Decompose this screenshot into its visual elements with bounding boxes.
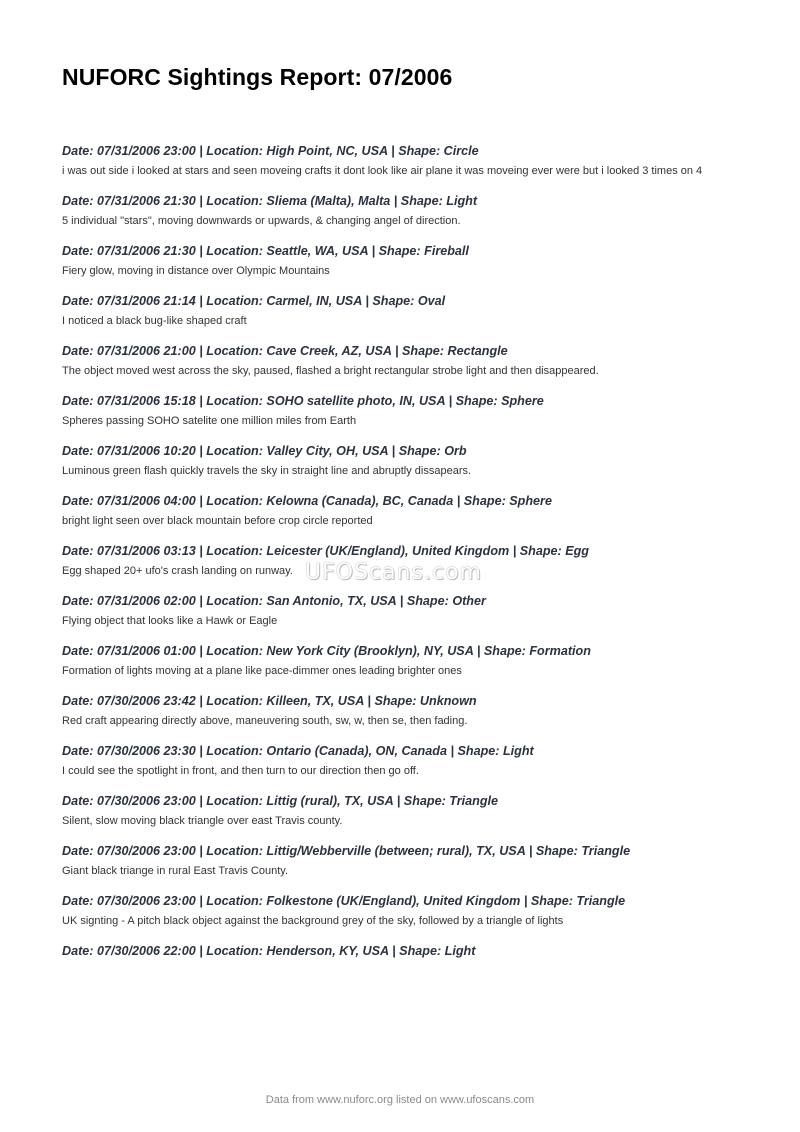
sighting-entry	[62, 342, 747, 379]
sighting-entry	[62, 192, 747, 229]
sighting-header: Date: 07/31/2006 21:30 | Location: Seattle, WA, USA | Shape: Fireball	[62, 244, 469, 258]
sighting-header: Date: 07/31/2006 03:13 | Location: Leicester (UK/England), United Kingdom | Shape: Egg	[62, 544, 590, 558]
sighting-entry	[62, 242, 747, 279]
sighting-description: Silent, slow moving black triangle over east Travis county.	[62, 815, 343, 827]
watermark: UFOScans.com	[305, 560, 482, 585]
sighting-header: Date: 07/30/2006 22:00 | Location: Henderson, KY, USA | Shape: Light	[62, 944, 476, 958]
sighting-entry	[62, 592, 747, 629]
sighting-entry	[62, 392, 747, 429]
sighting-header: Date: 07/31/2006 21:00 | Location: Cave Creek, AZ, USA | Shape: Rectangle	[62, 344, 508, 358]
sighting-entry	[62, 942, 747, 961]
sighting-description: Red craft appearing directly above, maneuvering south, sw, w, then se, then fading.	[62, 715, 468, 727]
sighting-description: UK signting - A pitch black object against the background grey of the sky, followed by a triangle of lights	[62, 915, 564, 927]
sighting-description: Spheres passing SOHO satelite one million miles from Earth	[62, 415, 357, 427]
sighting-header: Date: 07/31/2006 02:00 | Location: San Antonio, TX, USA | Shape: Other	[62, 594, 486, 608]
sighting-header: Date: 07/30/2006 23:42 | Location: Killeen, TX, USA | Shape: Unknown	[62, 694, 477, 708]
page-footer: Data from www.nuforc.org listed on www.ufoscans.com	[265, 1094, 535, 1106]
sighting-entry	[62, 742, 747, 779]
sighting-description: Egg shaped 20+ ufo's crash landing on runway.	[62, 565, 293, 577]
sighting-header: Date: 07/31/2006 21:30 | Location: Sliema (Malta), Malta | Shape: Light	[62, 194, 478, 208]
sighting-header: Date: 07/30/2006 23:00 | Location: Folkestone (UK/England), United Kingdom | Shape: Triangle	[62, 894, 626, 908]
sighting-description: Formation of lights moving at a plane like pace-dimmer ones leading brighter ones	[62, 665, 462, 677]
sighting-header: Date: 07/30/2006 23:00 | Location: Littig/Webberville (between; rural), TX, USA | Shape: Triangle	[62, 844, 631, 858]
sighting-entry	[62, 692, 747, 729]
sighting-header: Date: 07/31/2006 21:14 | Location: Carmel, IN, USA | Shape: Oval	[62, 294, 446, 308]
sighting-header: Date: 07/31/2006 10:20 | Location: Valley City, OH, USA | Shape: Orb	[62, 444, 467, 458]
sighting-header: Date: 07/31/2006 01:00 | Location: New York City (Brooklyn), NY, USA | Shape: Formation	[62, 644, 591, 658]
sighting-description: The object moved west across the sky, paused, flashed a bright rectangular strobe light and then disappeared.	[62, 365, 599, 377]
sighting-entry	[62, 842, 747, 879]
sighting-description: Fiery glow, moving in distance over Olympic Mountains	[62, 265, 330, 277]
sighting-description: Giant black triange in rural East Travis County.	[62, 865, 289, 877]
sighting-description: Luminous green flash quickly travels the sky in straight line and abruptly dissapears.	[62, 465, 472, 477]
sighting-entry	[62, 642, 747, 679]
sighting-description: Flying object that looks like a Hawk or Eagle	[62, 615, 278, 627]
sighting-header: Date: 07/30/2006 23:00 | Location: Littig (rural), TX, USA | Shape: Triangle	[62, 794, 499, 808]
sighting-header: Date: 07/31/2006 23:00 | Location: High Point, NC, USA | Shape: Circle	[62, 144, 479, 158]
sighting-entry	[62, 442, 747, 479]
sighting-description: i was out side i looked at stars and seen moveing crafts it dont look like air plane it was moveing ever were but i looked 3 times on 4	[62, 165, 703, 177]
sighting-entry	[62, 892, 747, 929]
sighting-entry	[62, 792, 747, 829]
sighting-description: 5 individual "stars", moving downwards or upwards, & changing angel of direction.	[62, 215, 461, 227]
sightings-list	[62, 142, 747, 974]
sighting-header: Date: 07/30/2006 23:30 | Location: Ontario (Canada), ON, Canada | Shape: Light	[62, 744, 534, 758]
sighting-entry	[62, 142, 747, 179]
sighting-description: I noticed a black bug-like shaped craft	[62, 315, 247, 327]
sighting-description: bright light seen over black mountain before crop circle reported	[62, 515, 373, 527]
sighting-header: Date: 07/31/2006 04:00 | Location: Kelowna (Canada), BC, Canada | Shape: Sphere	[62, 494, 552, 508]
sighting-entry	[62, 292, 747, 329]
page-title: NUFORC Sightings Report: 07/2006	[62, 64, 453, 90]
sighting-entry	[62, 492, 747, 529]
sighting-header: Date: 07/31/2006 15:18 | Location: SOHO satellite photo, IN, USA | Shape: Sphere	[62, 394, 544, 408]
sighting-description: I could see the spotlight in front, and then turn to our direction then go off.	[62, 765, 419, 777]
